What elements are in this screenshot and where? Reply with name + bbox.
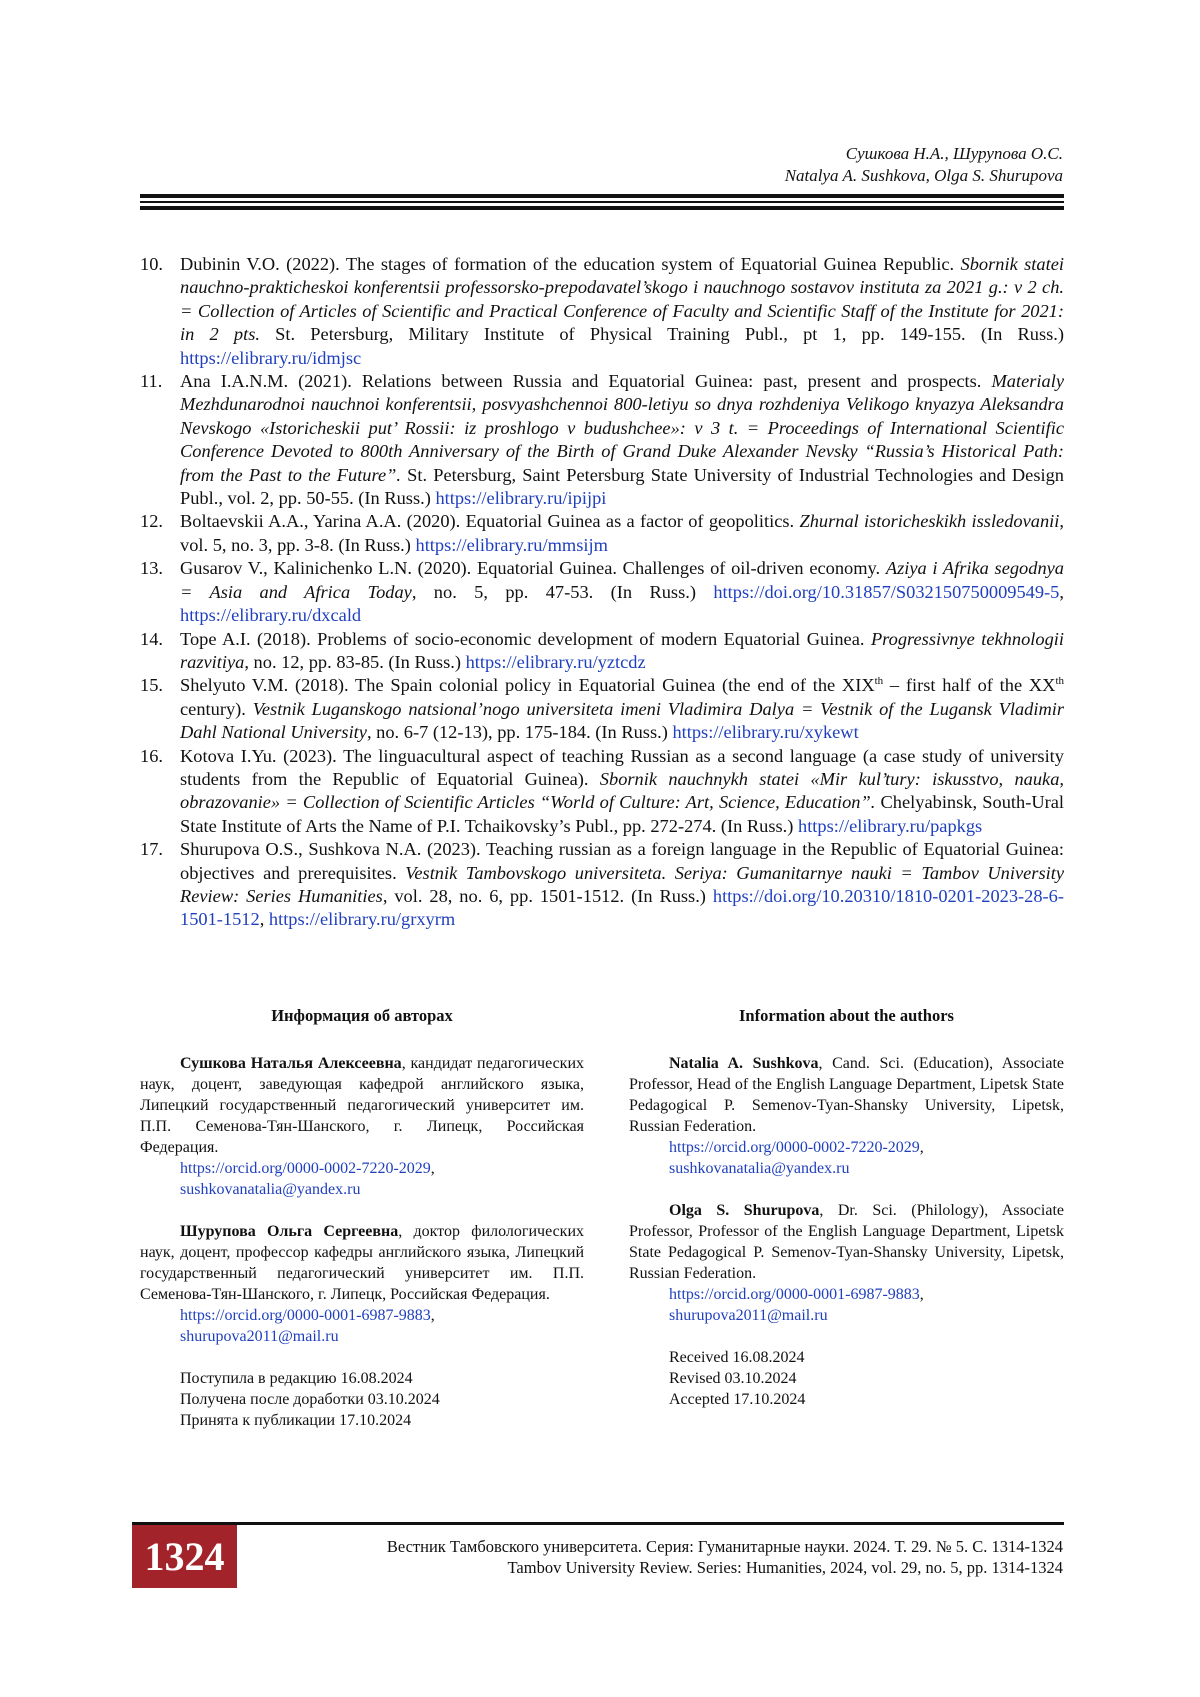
orcid-link[interactable]: https://orcid.org/0000-0001-6987-9883 [669,1286,920,1303]
email-link[interactable]: shurupova2011@mail.ru [180,1328,339,1345]
orcid-link[interactable]: https://orcid.org/0000-0002-7220-2029 [669,1139,920,1156]
email-link[interactable]: sushkovanatalia@yandex.ru [180,1181,361,1198]
orcid-link[interactable]: https://orcid.org/0000-0002-7220-2029 [180,1160,431,1177]
authors-info-ru [140,1005,584,1431]
journal-citation-en: Tambov University Review. Series: Humanities, 2024, vol. 29, no. 5, pp. 1314-1324 [507,1558,1063,1577]
author-block: Сушкова Наталья Алексеевна, кандидат педагогических наук, доцент, заведующая кафедрой английского языка, Липецкий государственный педагогический университет им. П.П. Семенова-Тян-Шанского, г. Липецк, Российская Федерация. https://orcid.org/0000-0002-7220-2029, sushkovanatalia@yandex.ru [140,1055,585,1198]
reference-item: 10. Dubinin V.O. (2022). The stages of formation of the education system of Equatorial Guinea Republic. Sbornik statei nauchno-prakticheskoi konferentsii professorsko-prepodavatel’skogo i nauchnogo sostavov instituta za 2021 g.: v 2 ch. = Collection of Articles of Scientific and Practical Conference of Faculty and Scientific Staff of the Institute for 2021: in 2 pts. St. Petersburg, Military Institute of Physical Training Publ., pt 1, pp. 149-155. (In Russ.) https://elibrary.ru/idmjsc [140,254,1064,368]
dates-en: Received 16.08.2024 Revised 03.10.2024 Accepted 17.10.2024 [669,1349,806,1408]
reference-item: 12. Boltaevskii A.A., Yarina A.A. (2020). Equatorial Guinea as a factor of geopolitics. Zhurnal istoricheskikh issledovanii, vol. 5, no. 3, pp. 3-8. (In Russ.) https://elibrary.ru/mmsijm [140,511,1064,555]
authors-info-heading-ru: Информация об авторах [271,1006,453,1025]
author-name: Сушкова Наталья Алексеевна [180,1055,402,1072]
header-rule [140,194,1064,210]
reference-item: 14. Tope A.I. (2018). Problems of socio-economic development of modern Equatorial Guinea. Progressivnye tekhnologii razvitiya, no. 12, pp. 83-85. (In Russ.) https://elibrary.ru/yztcdz [140,628,1064,672]
running-header-en: Natalya A. Sushkova, Olga S. Shurupova [784,166,1063,185]
authors-info-heading-en: Information about the authors [739,1006,954,1025]
email-link[interactable]: shurupova2011@mail.ru [669,1307,828,1324]
reference-link[interactable]: https://elibrary.ru/grxyrm [268,909,456,930]
email-link[interactable]: sushkovanatalia@yandex.ru [669,1160,850,1177]
author-name: Natalia A. Sushkova [669,1055,819,1072]
reference-item: 13. Gusarov V., Kalinichenko L.N. (2020). Equatorial Guinea. Challenges of oil-driven economy. Aziya i Afrika segodnya = Asia and Africa Today, no. 5, pp. 47-53. (In Russ.) https://doi.org/10.31857/S032150750009549-5, https://elibrary.ru/dxcald [140,558,1064,626]
reference-link[interactable]: https://elibrary.ru/yztcdz [465,651,646,672]
orcid-link[interactable]: https://orcid.org/0000-0001-6987-9883 [180,1307,431,1324]
author-name: Шурупова Ольга Сергеевна [180,1223,399,1240]
reference-item: 16. Kotova I.Yu. (2023). The linguacultural aspect of teaching Russian as a second language (a case study of university students from the Republic of Equatorial Guinea). Sbornik nauchnykh statei «Mir kul’tury: iskusstvo, nauka, obrazovanie» = Collection of Scientific Articles “World of Culture: Art, Science, Education”. Chelyabinsk, South-Ural State Institute of Arts the Name of P.I. Tchaikovsky’s Publ., pp. 272-274. (In Russ.) https://elibrary.ru/papkgs [140,745,1064,836]
running-header [785,143,1063,187]
running-header-ru: Сушкова Н.А., Шурупова О.С. [845,144,1063,163]
reference-link[interactable]: https://doi.org/10.20310/1810-0201-2023-28-6-1501-1512 [180,885,1064,930]
reference-link[interactable]: https://elibrary.ru/ipijpi [435,488,607,509]
journal-citation [387,1536,1063,1578]
reference-link[interactable]: https://elibrary.ru/dxcald [180,605,362,626]
author-block: Natalia A. Sushkova, Cand. Sci. (Education), Associate Professor, Head of the English Language Department, Lipetsk State Pedagogical P. Semenov-Tyan-Shansky University, Lipetsk, Russian Federation. https://orcid.org/0000-0002-7220-2029, sushkovanatalia@yandex.ru [629,1055,1065,1177]
reference-link[interactable]: https://elibrary.ru/papkgs [798,815,983,836]
page-number: 1324 [132,1525,237,1588]
reference-item: 15. Shelyuto V.M. (2018). The Spain colonial policy in Equatorial Guinea (the end of the XIXth – first half of the XXth century). Vestnik Luganskogo natsional’nogo universiteta imeni Vladimira Dalya = Vestnik of the Lugansk Vladimir Dahl National University, no. 6-7 (12-13), pp. 175-184. (In Russ.) https://elibrary.ru/xykewt [140,675,1064,743]
reference-link[interactable]: https://elibrary.ru/idmjsc [180,347,362,368]
journal-citation-ru: Вестник Тамбовского университета. Серия: Гуманитарные науки. 2024. Т. 29. № 5. С. 1314-1324 [386,1537,1063,1556]
reference-link[interactable]: https://elibrary.ru/mmsijm [415,534,608,555]
reference-link[interactable]: https://doi.org/10.31857/S032150750009549-5 [713,581,1060,602]
reference-item: 11. Ana I.A.N.M. (2021). Relations between Russia and Equatorial Guinea: past, present and prospects. Materialy Mezhdunarodnoi nauchnoi konferentsii, posvyashchennoi 800-letiyu so dnya rozhdeniya Velikogo knyazya Aleksandra Nevskogo «Istoricheskii put’ Rossii: iz proshlogo v budushchee»: v 3 t. = Proceedings of International Scientific Conference Devoted to 800th Anniversary of the Birth of Grand Duke Alexander Nevsky “Russia’s Historical Path: from the Past to the Future”. St. Petersburg, Saint Petersburg State University of Industrial Technologies and Design Publ., vol. 2, pp. 50-55. (In Russ.) https://elibrary.ru/ipijpi [140,371,1064,509]
authors-info-en [629,1005,1064,1410]
author-block: Olga S. Shurupova, Dr. Sci. (Philology), Associate Professor, Professor of the English Language Department, Lipetsk State Pedagogical P. Semenov-Tyan-Shansky University, Lipetsk, Russian Federation. https://orcid.org/0000-0001-6987-9883, shurupova2011@mail.ru [629,1202,1064,1324]
author-block: Шурупова Ольга Сергеевна, доктор филологических наук, доцент, профессор кафедры английского языка, Липецкий государственный педагогический университет им. П.П. Семенова-Тян-Шанского, г. Липецк, Российская Федерация. https://orcid.org/0000-0001-6987-9883, shurupova2011@mail.ru [140,1223,585,1345]
author-name: Olga S. Shurupova [669,1202,820,1219]
dates-ru: Поступила в редакцию 16.08.2024 Получена после доработки 03.10.2024 Принята к публикации 17.10.2024 [180,1370,440,1429]
reference-link[interactable]: https://elibrary.ru/xykewt [672,722,859,743]
footer-rule [132,1522,1064,1525]
reference-list [140,253,1064,932]
reference-item: 17. Shurupova O.S., Sushkova N.A. (2023). Teaching russian as a foreign language in the Republic of Equatorial Guinea: objectives and prerequisites. Vestnik Tambovskogo universiteta. Seriya: Gumanitarnye nauki = Tambov University Review: Series Humanities, vol. 28, no. 6, pp. 1501-1512. (In Russ.) https://doi.org/10.20310/1810-0201-2023-28-6-1501-1512, https://elibrary.ru/grxyrm [140,839,1064,930]
